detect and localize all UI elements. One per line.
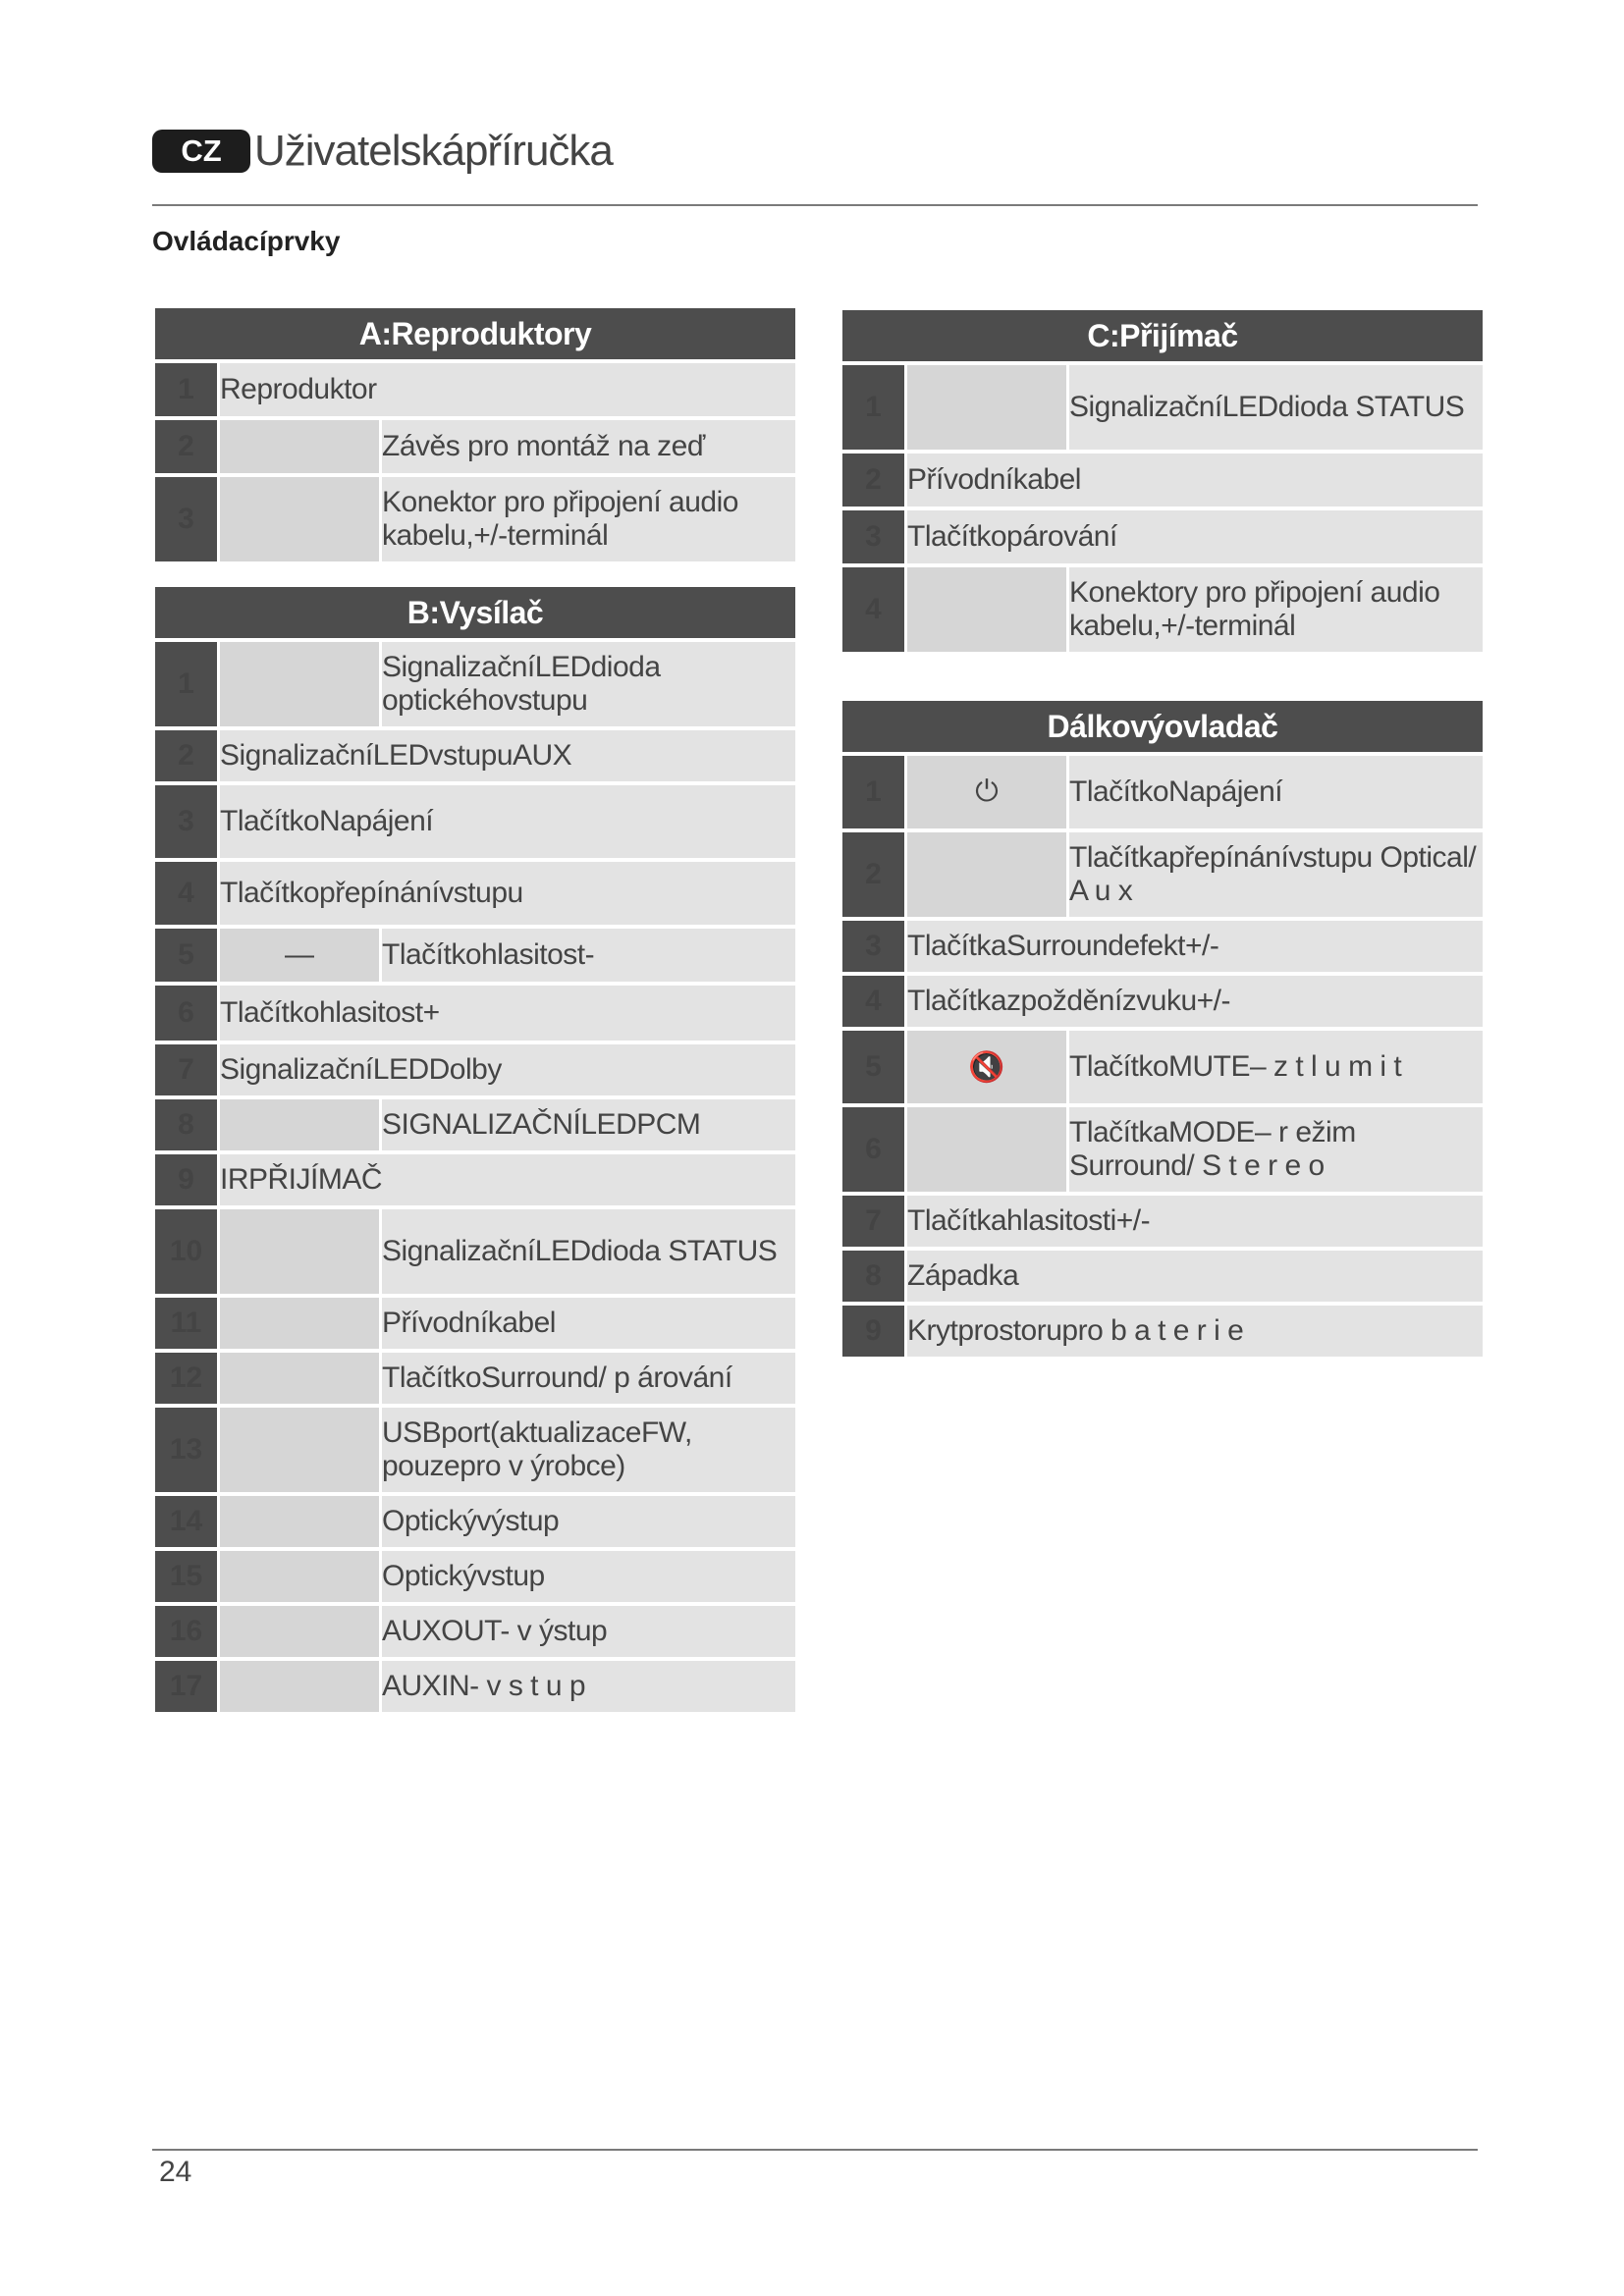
item-description: Tlačítkapřepínánívstupu Optical/ A u x: [1069, 832, 1483, 917]
table-row: [155, 730, 795, 781]
table-row: [842, 454, 1483, 507]
item-number: 6: [155, 986, 220, 1041]
item-symbol: [220, 477, 382, 561]
table-row: [155, 1209, 795, 1294]
table-row: [842, 1196, 1483, 1247]
item-description: TlačítkaSurroundefekt+/-: [907, 921, 1483, 972]
item-number: 6: [842, 1107, 907, 1192]
item-number: 2: [155, 730, 220, 781]
item-description: Přívodníkabel: [907, 454, 1483, 507]
item-description: Tlačítkohlasitost-: [382, 929, 795, 982]
item-symbol: [907, 1107, 1069, 1192]
table-receiver: [842, 306, 1483, 656]
table-row: [155, 1661, 795, 1712]
item-number: 8: [842, 1251, 907, 1302]
item-description: TlačítkoNapájení: [1069, 756, 1483, 828]
item-number: 5: [842, 1031, 907, 1103]
table-title: C:Přijímač: [842, 310, 1483, 361]
item-number: 4: [842, 976, 907, 1027]
table-row: [155, 986, 795, 1041]
table-row: [155, 862, 795, 925]
table-row: [155, 1353, 795, 1404]
item-symbol: [220, 1606, 382, 1657]
table-speakers: [155, 304, 795, 565]
item-description: Konektor pro připojení audio kabelu,+/-terminál: [382, 477, 795, 561]
item-description: AUXOUT- v ýstup: [382, 1606, 795, 1657]
table-row: [155, 1496, 795, 1547]
item-number: 2: [155, 420, 220, 473]
table-row: [842, 1306, 1483, 1357]
item-description: Tlačítkopřepínánívstupu: [220, 862, 795, 925]
item-number: 1: [842, 756, 907, 828]
item-symbol: [220, 642, 382, 726]
item-number: 17: [155, 1661, 220, 1712]
item-number: 4: [155, 862, 220, 925]
table-row: [842, 510, 1483, 563]
item-description: Optickývstup: [382, 1551, 795, 1602]
table-row: [155, 785, 795, 858]
table-row: [155, 1606, 795, 1657]
item-symbol: [220, 420, 382, 473]
table-row: [155, 642, 795, 726]
item-symbol: [220, 1209, 382, 1294]
item-number: 11: [155, 1298, 220, 1349]
item-description: SignalizačníLEDvstupuAUX: [220, 730, 795, 781]
footer-divider: [152, 2149, 1478, 2151]
table-row: [155, 1044, 795, 1095]
item-number: 14: [155, 1496, 220, 1547]
page-header: [152, 126, 1478, 206]
item-symbol: [220, 1551, 382, 1602]
table-row: [155, 1099, 795, 1150]
table-title: A:Reproduktory: [155, 308, 795, 359]
item-number: 1: [842, 365, 907, 450]
item-description: Tlačítkazpožděnízvuku+/-: [907, 976, 1483, 1027]
table-row: [842, 1107, 1483, 1192]
table-row: [842, 976, 1483, 1027]
table-remote: [842, 697, 1483, 1361]
item-description: Závěs pro montáž na zeď: [382, 420, 795, 473]
item-number: 5: [155, 929, 220, 982]
item-description: AUXIN- v s t u p: [382, 1661, 795, 1712]
table-row: [155, 1408, 795, 1492]
item-description: Optickývýstup: [382, 1496, 795, 1547]
item-number: 8: [155, 1099, 220, 1150]
manual-title: Uživatelskápříručka: [254, 127, 613, 175]
item-description: SignalizačníLEDDolby: [220, 1044, 795, 1095]
item-symbol: [220, 1408, 382, 1492]
item-description: Krytprostorupro b a t e r i e: [907, 1306, 1483, 1357]
item-description: Přívodníkabel: [382, 1298, 795, 1349]
item-description: IRPŘIJÍMAČ: [220, 1154, 795, 1205]
table-row: [155, 363, 795, 416]
table-row: [842, 1251, 1483, 1302]
language-badge: CZ: [152, 130, 250, 173]
item-number: 7: [155, 1044, 220, 1095]
item-number: 7: [842, 1196, 907, 1247]
table-row: [155, 929, 795, 982]
table-transmitter: [155, 583, 795, 1716]
section-title: Ovládacíprvky: [152, 226, 341, 256]
table-row: [842, 1031, 1483, 1103]
item-symbol: [907, 567, 1069, 652]
item-description: TlačítkaMODE– r ežim Surround/ S t e r e o: [1069, 1107, 1483, 1192]
item-number: 9: [155, 1154, 220, 1205]
item-description: Reproduktor: [220, 363, 795, 416]
table-row: [842, 832, 1483, 917]
item-number: 4: [842, 567, 907, 652]
item-description: SignalizačníLEDdioda STATUS: [1069, 365, 1483, 450]
item-description: SignalizačníLEDdioda optickéhovstupu: [382, 642, 795, 726]
item-number: 12: [155, 1353, 220, 1404]
item-symbol: [220, 1661, 382, 1712]
table-row: [842, 921, 1483, 972]
table-row: [842, 756, 1483, 828]
item-description: TlačítkoSurround/ p árování: [382, 1353, 795, 1404]
table-row: [842, 567, 1483, 652]
table-row: [842, 365, 1483, 450]
item-number: 9: [842, 1306, 907, 1357]
item-symbol: [907, 365, 1069, 450]
item-number: 3: [842, 510, 907, 563]
item-number: 10: [155, 1209, 220, 1294]
item-number: 15: [155, 1551, 220, 1602]
item-symbol: [220, 1353, 382, 1404]
table-title: B:Vysílač: [155, 587, 795, 638]
item-symbol: [907, 832, 1069, 917]
item-description: SignalizačníLEDdioda STATUS: [382, 1209, 795, 1294]
table-row: [155, 1154, 795, 1205]
item-number: 1: [155, 642, 220, 726]
item-description: SIGNALIZAČNÍLEDPCM: [382, 1099, 795, 1150]
item-number: 3: [155, 785, 220, 858]
item-description: Tlačítkahlasitosti+/-: [907, 1196, 1483, 1247]
item-number: 13: [155, 1408, 220, 1492]
table-row: [155, 477, 795, 561]
item-number: 1: [155, 363, 220, 416]
item-number: 3: [842, 921, 907, 972]
item-symbol: —: [220, 929, 382, 982]
item-description: Západka: [907, 1251, 1483, 1302]
table-row: [155, 420, 795, 473]
table-row: [155, 1298, 795, 1349]
item-description: TlačítkoMUTE– z t l u m i t: [1069, 1031, 1483, 1103]
page-number: 24: [159, 2156, 192, 2188]
item-description: Tlačítkohlasitost+: [220, 986, 795, 1041]
item-symbol: [220, 1298, 382, 1349]
table-title: Dálkovýovladač: [842, 701, 1483, 752]
item-symbol: [220, 1496, 382, 1547]
item-description: USBport(aktualizaceFW, pouzepro v ýrobce): [382, 1408, 795, 1492]
item-number: 2: [842, 832, 907, 917]
item-symbol: [220, 1099, 382, 1150]
item-symbol: 🔇: [907, 1031, 1069, 1103]
table-row: [155, 1551, 795, 1602]
item-symbol: ⏻: [907, 756, 1069, 828]
item-number: 3: [155, 477, 220, 561]
item-number: 2: [842, 454, 907, 507]
item-description: Konektory pro připojení audio kabelu,+/-terminál: [1069, 567, 1483, 652]
item-number: 16: [155, 1606, 220, 1657]
item-description: TlačítkoNapájení: [220, 785, 795, 858]
item-description: Tlačítkopárování: [907, 510, 1483, 563]
